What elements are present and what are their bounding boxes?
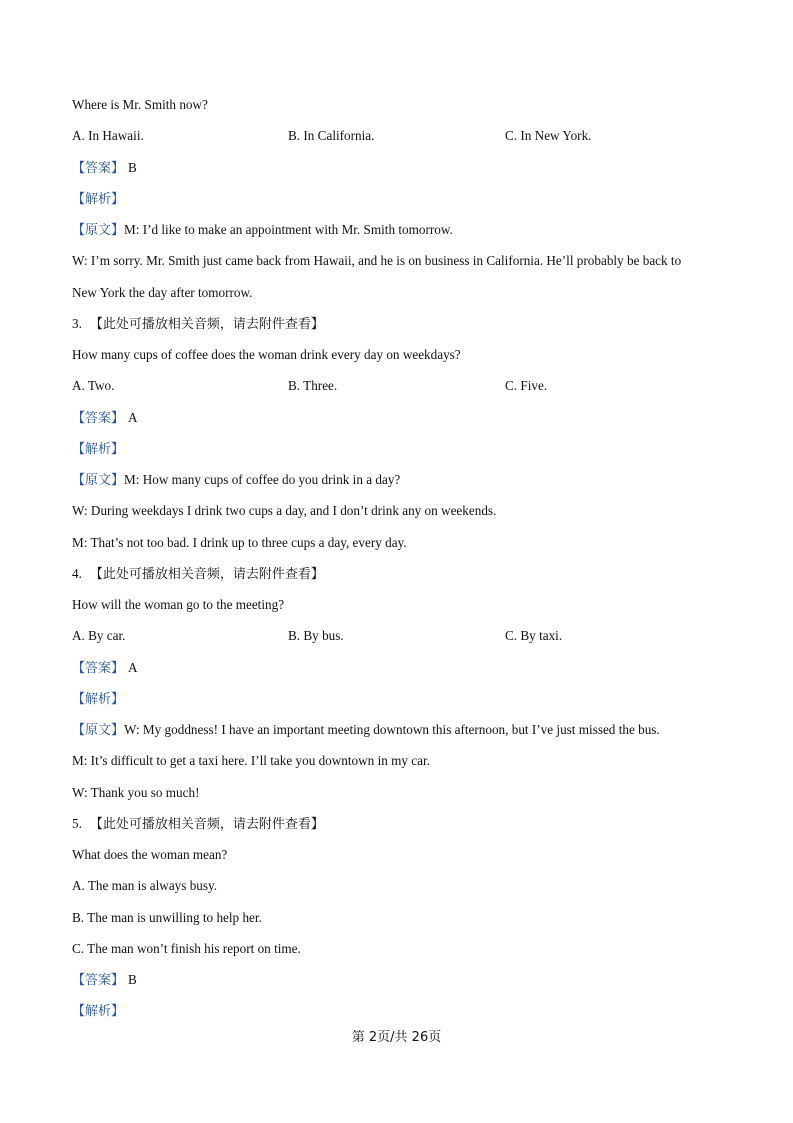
q4-analysis-label: 【解析】 [72, 691, 125, 707]
q2-option-c: C. In New York. [505, 128, 592, 144]
q3-options [72, 376, 732, 407]
q4-answer-row [72, 658, 732, 689]
document-body [72, 95, 732, 1033]
q3-answer-label: 【答案】 [72, 410, 125, 426]
q2-answer-row [72, 158, 732, 189]
q3-option-c: C. Five. [505, 378, 548, 394]
q2-answer-label: 【答案】 [72, 160, 125, 176]
q3-answer-row [72, 408, 732, 439]
q4-answer-label: 【答案】 [72, 660, 125, 676]
q2-question: Where is Mr. Smith now? [72, 97, 208, 112]
q2-transcript-line [72, 220, 732, 251]
q3-answer-value: A [128, 409, 138, 425]
q3-number: 3. [72, 315, 82, 331]
q5-audio-note: 【此处可播放相关音频，请去附件查看】 [89, 816, 324, 832]
q4-option-c: C. By taxi. [505, 628, 563, 644]
q5-question: What does the woman mean? [72, 847, 228, 862]
q2-transcript-text: M: I’d like to make an appointment with Mr. Smith tomorrow. [124, 222, 453, 237]
q4-option-a: A. By car. [72, 628, 126, 644]
q4-audio-note: 【此处可播放相关音频，请去附件查看】 [89, 566, 324, 582]
q4-transcript-line [72, 720, 732, 751]
q3-transcript-line: W: During weekdays I drink two cups a day, and I don’t drink any on weekends. [72, 503, 497, 519]
q3-transcript-text: M: How many cups of coffee do you drink in a day? [124, 472, 401, 487]
q3-transcript-line: M: That’s not too bad. I drink up to three cups a day, every day. [72, 534, 407, 550]
q4-transcript-line: W: Thank you so much! [72, 784, 200, 800]
q2-transcript-line: W: I’m sorry. Mr. Smith just came back from Hawaii, and he is on business in California. He’ll probably be back to [72, 253, 682, 269]
q4-option-b: B. By bus. [288, 628, 344, 644]
q4-transcript-line: M: It’s difficult to get a taxi here. I’ll take you downtown in my car. [72, 753, 430, 769]
q3-option-a: A. Two. [72, 378, 115, 394]
q2-options [72, 126, 732, 157]
q2-answer-value: B [128, 159, 137, 175]
q2-analysis-row [72, 189, 732, 220]
q5-option-b: B. The man is unwilling to help her. [72, 909, 262, 925]
q4-question: How will the woman go to the meeting? [72, 597, 285, 612]
q4-answer-value: A [128, 659, 138, 675]
q5-analysis-label: 【解析】 [72, 1004, 125, 1020]
q5-number: 5. [72, 815, 82, 831]
q3-analysis-label: 【解析】 [72, 441, 125, 457]
q2-option-a: A. In Hawaii. [72, 128, 144, 144]
q4-number: 4. [72, 565, 82, 581]
q3-source-label: 【原文】 [72, 473, 125, 488]
q5-option-a: A. The man is always busy. [72, 878, 218, 894]
q2-transcript-line: New York the day after tomorrow. [72, 284, 253, 300]
q2-option-b: B. In California. [288, 128, 375, 144]
q4-transcript-text: W: My goddness! I have an important meeting downtown this afternoon, but I’ve just missed the bus. [124, 722, 660, 737]
q3-transcript-line [72, 470, 732, 501]
q5-header [72, 814, 732, 845]
q5-option-c: C. The man won’t finish his report on time. [72, 940, 301, 956]
q5-answer-value: B [128, 972, 137, 987]
q3-header [72, 314, 732, 345]
q3-question: How many cups of coffee does the woman drink every day on weekdays? [72, 347, 461, 362]
q4-header [72, 564, 732, 595]
q5-answer-row [72, 970, 732, 1001]
q4-source-label: 【原文】 [72, 723, 125, 738]
q2-analysis-label: 【解析】 [72, 191, 125, 207]
q3-analysis-row [72, 439, 732, 470]
q3-audio-note: 【此处可播放相关音频，请去附件查看】 [89, 316, 324, 332]
q4-options [72, 626, 732, 657]
q3-option-b: B. Three. [288, 378, 338, 394]
q5-answer-label: 【答案】 [72, 973, 125, 988]
page-footer: 第 2页/共 26页 [351, 1030, 442, 1045]
q4-analysis-row [72, 689, 732, 720]
q2-source-label: 【原文】 [72, 223, 125, 238]
